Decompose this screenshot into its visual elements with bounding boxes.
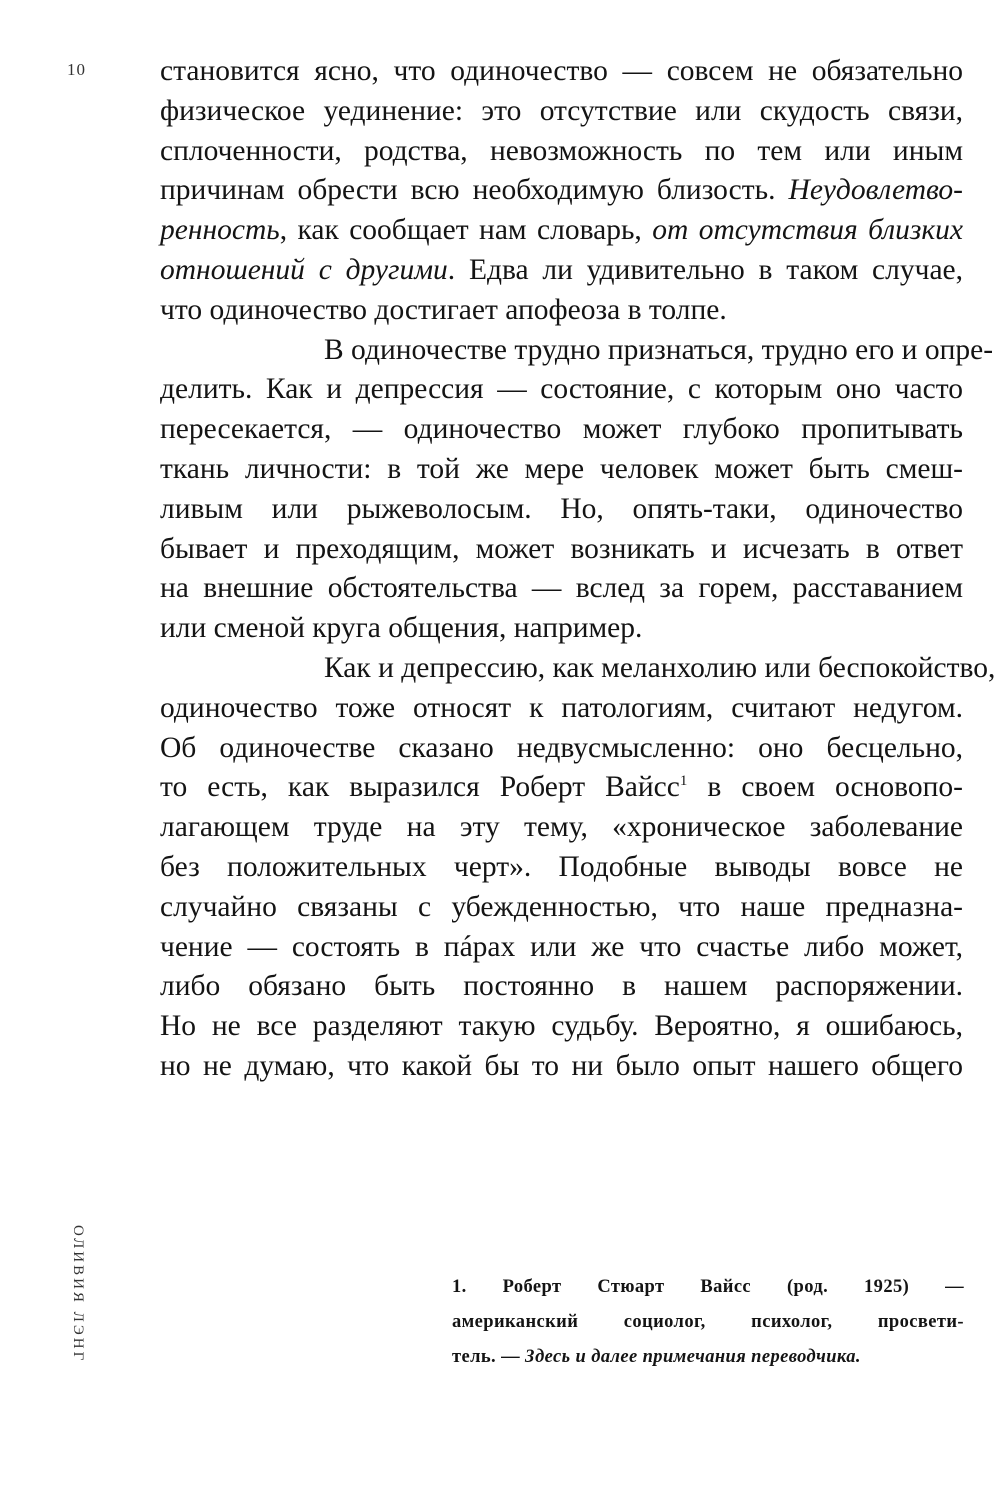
text-span: тель. — — [452, 1347, 526, 1367]
text-line — [160, 808, 963, 848]
italic-span: Неудовлетво- — [788, 174, 963, 207]
text-span: , как сообщает нам словарь, — [279, 214, 653, 247]
text-span: Но не все разделяют такую судьбу. Вероятно, я ошибаюсь, — [160, 1010, 963, 1043]
text-line — [160, 530, 963, 570]
text-span: чение — состоять в пáрах или же что счастье либо может, — [160, 930, 963, 963]
text-line — [160, 331, 994, 371]
text-line — [160, 370, 963, 410]
text-span: Как и депрессию, как меланхолию или беспокойство, — [324, 651, 996, 684]
italic-span: отношений с другими — [160, 253, 448, 286]
text-span: лагающем труде на эту тему, «хроническое заболевание — [160, 811, 963, 844]
text-line — [160, 171, 963, 211]
text-line — [160, 52, 963, 92]
footnote — [452, 1270, 964, 1375]
italic-span: от отсутствия близких — [652, 214, 963, 247]
text-span: становится ясно, что одиночество — совсем не обязательно — [160, 55, 963, 87]
text-span: . Едва ли удивительно в таком случае, — [447, 253, 964, 286]
text-line — [160, 211, 963, 251]
text-line — [160, 768, 963, 808]
footnote-line — [452, 1305, 964, 1340]
text-span: причинам обрести всю необходимую близость. — [160, 174, 789, 207]
paragraph — [160, 649, 996, 1087]
text-line — [160, 609, 963, 649]
text-span: американский социолог, психолог, просвети- — [452, 1312, 964, 1332]
footnote-line — [452, 1270, 964, 1305]
text-span: делить. Как и депрессия — состояние, с которым оно часто — [160, 373, 963, 406]
footnote-ref: 1 — [679, 773, 688, 790]
text-span: Об одиночестве сказано недвусмысленно: оно бесцельно, — [160, 731, 963, 764]
footnote-line — [452, 1340, 964, 1375]
paragraph — [160, 52, 963, 331]
text-span: на внешние обстоятельства — вслед за горем, расставанием — [160, 572, 963, 605]
text-span: но не думаю, что какой бы то ни было опыт нашего общего — [160, 1049, 963, 1082]
text-span: ткань личности: в той же мере человек может быть смеш- — [160, 452, 963, 485]
text-line — [160, 689, 963, 729]
text-line — [160, 729, 963, 769]
text-span: что одиночество достигает апофеоза в толпе. — [160, 293, 727, 326]
running-head: ОЛИВИЯ ЛЭНГ — [70, 1225, 86, 1364]
text-line — [160, 649, 996, 689]
text-span: В одиночестве трудно признаться, трудно его и опре- — [324, 333, 994, 366]
text-span: бывает и преходящим, может возникать и исчезать в ответ — [160, 532, 963, 565]
text-span: или сменой круга общения, например. — [160, 612, 643, 645]
paragraph — [160, 331, 994, 649]
text-line — [160, 132, 963, 172]
text-line — [160, 490, 963, 530]
text-span: случайно связаны с убежденностью, что наше предназна- — [160, 890, 963, 923]
text-line — [160, 848, 963, 888]
text-span: то есть, как выразился Роберт Вайсс — [160, 771, 680, 804]
text-line — [160, 251, 963, 291]
text-span: одиночество тоже относят к патологиям, считают недугом. — [160, 691, 963, 724]
text-span: физическое уединение: это отсутствие или скудость связи, — [160, 94, 963, 127]
page-number: 10 — [67, 60, 86, 79]
text-line — [160, 92, 963, 132]
text-line — [160, 1007, 963, 1047]
text-line — [160, 569, 963, 609]
text-span: сплоченности, родства, невозможность по тем или иным — [160, 134, 963, 167]
text-line — [160, 967, 963, 1007]
text-span: пересекается, — одиночество может глубоко пропитывать — [160, 413, 963, 446]
text-span: либо обязано быть постоянно в нашем распоряжении. — [160, 970, 963, 1003]
text-line — [160, 450, 963, 490]
text-line — [160, 928, 963, 968]
body-text — [160, 52, 996, 1087]
text-span: в своем основопо- — [687, 771, 963, 804]
text-span: ливым или рыжеволосым. Но, опять-таки, одиночество — [160, 492, 963, 525]
text-span: 1. Роберт Стюарт Вайсс (род. 1925) — — [452, 1277, 964, 1297]
text-line — [160, 291, 963, 331]
text-span: без положительных черт». Подобные выводы вовсе не — [160, 850, 963, 883]
text-line — [160, 1047, 963, 1087]
text-line — [160, 888, 963, 928]
text-line — [160, 410, 963, 450]
italic-span: ренность — [160, 214, 280, 247]
italic-span: Здесь и далее примечания переводчика. — [525, 1347, 861, 1367]
